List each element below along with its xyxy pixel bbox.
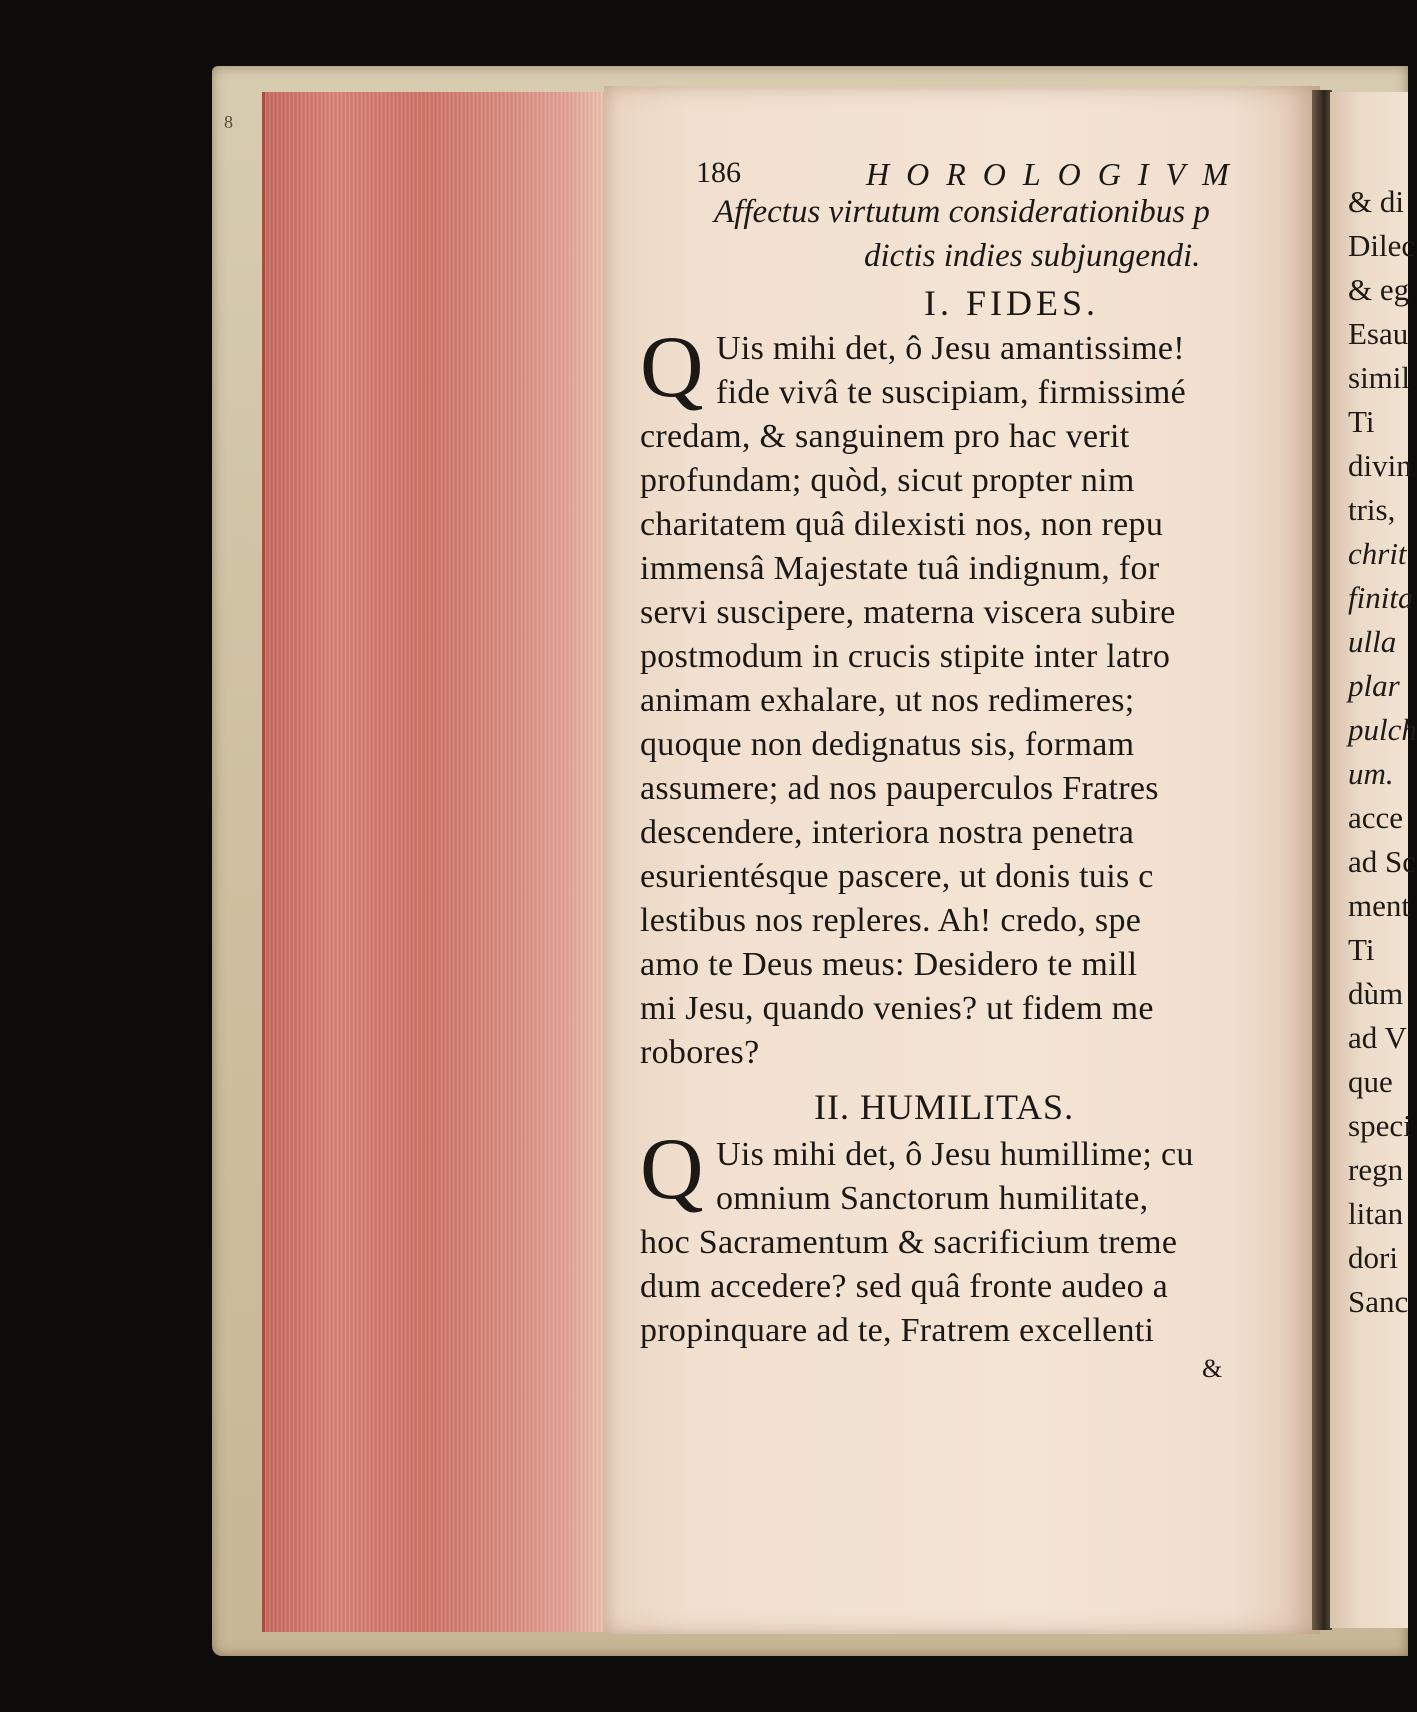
facing-page-line: Sanc [1348,1284,1409,1319]
facing-page-line: Ti [1348,932,1375,967]
facing-page-line: & eg [1348,272,1410,307]
humilitas-line: hoc Sacramentum & sacrificium treme [640,1224,1178,1261]
humilitas-line: omnium Sanctorum humilitate, [716,1180,1149,1217]
facing-page-line: Ti [1348,404,1375,439]
facing-page [1330,92,1417,1628]
dropcap-humilitas: Q [640,1121,704,1218]
page-number: 186 [696,156,741,189]
facing-page-line: plar [1348,668,1400,703]
fides-line: quoque non dedignatus sis, formam [640,726,1135,763]
fides-line: charitatem quâ dilexisti nos, non repu [640,506,1164,543]
facing-page-line: ulla [1348,624,1397,659]
fides-line: mi Jesu, quando venies? ut fidem me [640,990,1154,1027]
facing-page-line: Dilec [1348,228,1416,263]
facing-page-line: Esau [1348,316,1409,351]
facing-page-line: simil [1348,360,1411,395]
fides-line: Uis mihi det, ô Jesu amantissime! [716,330,1185,367]
fides-line: fide vivâ te suscipiam, firmissimé [716,374,1187,411]
humilitas-line: dum accedere? sed quâ fronte audeo a [640,1268,1169,1305]
facing-page-line: dùm [1348,976,1404,1011]
facing-page-line: finita [1348,580,1414,615]
fides-line: animam exhalare, ut nos redimeres; [640,682,1135,719]
fides-line: robores? [640,1034,760,1071]
fides-line: esurientésque pascere, ut donis tuis c [640,858,1154,895]
book-page [604,86,1320,1634]
facing-page-line: speci [1348,1108,1412,1143]
facing-page-line: pulch [1348,712,1417,747]
fides-line: servi suscipere, materna viscera subire [640,594,1176,631]
facing-page-line: & di [1348,184,1404,219]
dropcap-fides: Q [640,319,704,416]
fides-line: assumere; ad nos pauperculos Fratres [640,770,1159,807]
section-title-humilitas: II. HUMILITAS. [814,1087,1075,1127]
facing-page-line: chrit [1348,536,1407,571]
running-title: HOROLOGIVM [866,156,1246,192]
catchword: & [1202,1354,1223,1383]
heading-line-1: Affectus virtutum considerationibus p [714,194,1210,230]
facing-page-line: um. [1348,756,1394,791]
fides-line: postmodum in crucis stipite inter latro [640,638,1171,675]
fides-line: profundam; quòd, sicut propter nim [640,462,1135,499]
facing-page-line: acce [1348,800,1404,835]
fides-line: lestibus nos repleres. Ah! credo, spe [640,902,1142,939]
facing-page-line: dori [1348,1240,1398,1275]
section-title-fides: I. FIDES. [924,283,1100,323]
facing-page-line: tris, [1348,492,1396,527]
facing-page-line: divin [1348,448,1412,483]
humilitas-line: propinquare ad te, Fratrem excellenti [640,1312,1155,1349]
fides-line: immensâ Majestate tuâ indignum, for [640,550,1160,587]
facing-page-line: que [1348,1064,1393,1099]
fides-line: credam, & sanguinem pro hac verit [640,418,1130,455]
fides-line: descendere, interiora nostra penetra [640,814,1135,851]
page-edges [262,92,609,1632]
humilitas-line: Uis mihi det, ô Jesu humillime; cu [716,1136,1194,1173]
heading-line-2: dictis indies subjungendi. [864,238,1201,274]
facing-page-line: litan [1348,1196,1404,1231]
facing-page-line: ad Sc [1348,844,1417,879]
spine-mark: 8 [224,112,233,132]
facing-page-line: ment [1348,888,1410,923]
fides-line: amo te Deus meus: Desidero te mill [640,946,1138,983]
facing-page-line: regn [1348,1152,1404,1187]
facing-page-line: ad V [1348,1020,1407,1055]
book-gutter [1312,90,1332,1630]
